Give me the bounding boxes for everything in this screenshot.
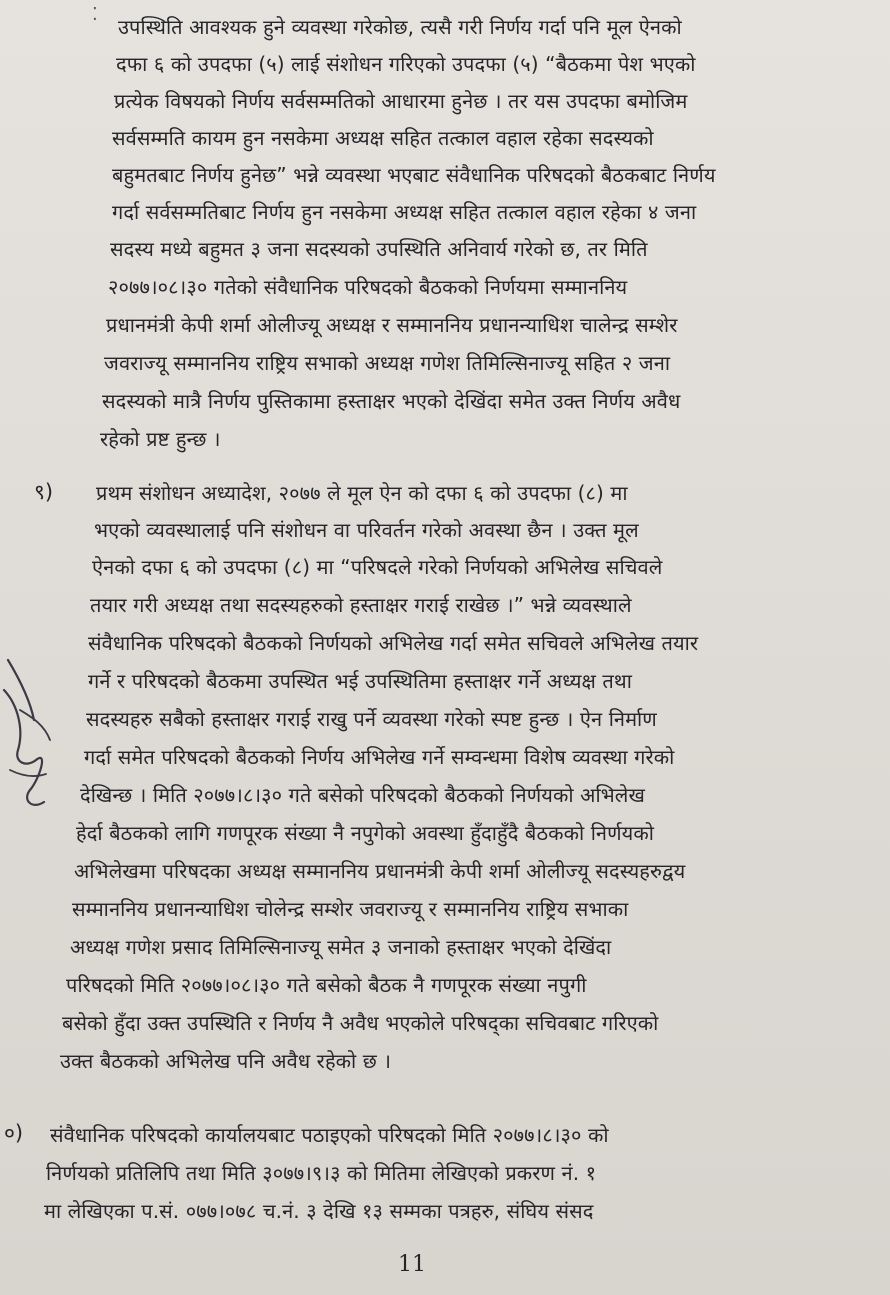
text-line: मा लेखिएका प.सं. ०७७।०७८ च.नं. ३ देखि १३ सम्मका पत्रहरु, संघिय संसद	[44, 1199, 594, 1223]
text-line: हेर्दा बैठकको लागि गणपूरक संख्या नै नपुगेको अवस्था हुँदाहुँदै बैठकको निर्णयको	[76, 821, 655, 845]
text-line: बसेको हुँदा उक्त उपस्थिति र निर्णय नै अवैध भएकोले परिषद्का सचिवबाट गरिएको	[62, 1011, 659, 1035]
text-line: संवैधानिक परिषदको कार्यालयबाट पठाइएको परिषदको मिति २०७७।८।३० को	[50, 1123, 609, 1147]
handwritten-margin-mark	[0, 650, 70, 820]
item-number-10: ०)	[4, 1121, 24, 1145]
text-line: भएको व्यवस्थालाई पनि संशोधन वा परिवर्तन गरेको अवस्था छैन । उक्त मूल	[94, 518, 639, 542]
text-line: सदस्यको मात्रै निर्णय पुस्तिकामा हस्ताक्षर भएको देखिंदा समेत उक्त निर्णय अवैध	[102, 389, 681, 413]
text-line: गर्ने र परिषदको बैठकमा उपस्थित भई उपस्थितिमा हस्ताक्षर गर्ने अध्यक्ष तथा	[88, 669, 632, 693]
item-number-9: ९)	[34, 480, 54, 504]
text-line: उपस्थिति आवश्यक हुने व्यवस्था गरेकोछ, त्यसै गरी निर्णय गर्दा पनि मूल ऐनको	[118, 15, 682, 39]
text-line: सम्माननिय प्रधानन्याधिश चोलेन्द्र सम्शेर जवराज्यू र सम्माननिय राष्ट्रिय सभाका	[72, 897, 629, 921]
text-line: संवैधानिक परिषदको बैठकको निर्णयको अभिलेख गर्दा समेत सचिवले अभिलेख तयार	[88, 631, 699, 655]
text-line: दफा ६ को उपदफा (५) लाई संशोधन गरिएको उपदफा (५) “बैठकमा पेश भएको	[116, 52, 696, 76]
text-line: उक्त बैठकको अभिलेख पनि अवैध रहेको छ ।	[60, 1049, 392, 1073]
text-line: देखिन्छ । मिति २०७७।८।३० गते बसेको परिषदको बैठकको निर्णयको अभिलेख	[80, 783, 645, 807]
text-line: सदस्य मध्ये बहुमत ३ जना सदस्यको उपस्थिति अनिवार्य गरेको छ, तर मिति	[110, 237, 648, 261]
text-line: गर्दा सर्वसम्मतिबाट निर्णय हुन नसकेमा अध्यक्ष सहित तत्काल वहाल रहेका ४ जना	[112, 200, 697, 224]
text-line: प्रत्येक विषयको निर्णय सर्वसम्मतिको आधारमा हुनेछ । तर यस उपदफा बमोजिम	[114, 89, 688, 113]
text-line: रहेको प्रष्ट हुन्छ ।	[100, 427, 221, 451]
page-number: 11	[398, 1252, 426, 1277]
text-line: जवराज्यू सम्माननिय राष्ट्रिय सभाको अध्यक्ष गणेश तिमिल्सिनाज्यू सहित २ जना	[104, 351, 671, 375]
text-line: प्रथम संशोधन अध्यादेश, २०७७ ले मूल ऐन को दफा ६ को उपदफा (८) मा	[96, 481, 628, 505]
text-line: प्रधानमंत्री केपी शर्मा ओलीज्यू अध्यक्ष र सम्माननिय प्रधानन्याधिश चालेन्द्र सम्शेर	[106, 313, 678, 337]
text-line: तयार गरी अध्यक्ष तथा सदस्यहरुको हस्ताक्षर गराई राखेछ ।” भन्ने व्यवस्थाले	[90, 593, 632, 617]
text-line: अभिलेखमा परिषदका अध्यक्ष सम्माननिय प्रधानमंत्री केपी शर्मा ओलीज्यू सदस्यहरुद्वय	[74, 859, 686, 883]
text-line: २०७७।०८।३० गतेको संवैधानिक परिषदको बैठकको निर्णयमा सम्माननिय	[108, 275, 628, 299]
text-line: बहुमतबाट निर्णय हुनेछ” भन्ने व्यवस्था भएबाट संवैधानिक परिषदको बैठकबाट निर्णय	[112, 163, 716, 187]
text-line: ऐनको दफा ६ को उपदफा (८) मा “परिषदले गरेको निर्णयको अभिलेख सचिवले	[92, 555, 663, 579]
text-line: अध्यक्ष गणेश प्रसाद तिमिल्सिनाज्यू समेत ३ जनाको हस्ताक्षर भएको देखिंदा	[70, 935, 612, 959]
text-line: परिषदको मिति २०७७।०८।३० गते बसेको बैठक नै गणपूरक संख्या नपुगी	[66, 973, 587, 997]
text-line: गर्दा समेत परिषदको बैठकको निर्णय अभिलेख गर्ने सम्वन्धमा विशेष व्यवस्था गरेको	[84, 745, 675, 769]
text-line: निर्णयको प्रतिलिपि तथा मिति ३०७७।९।३ को मितिमा लेखिएको प्रकरण नं. १	[46, 1161, 597, 1185]
margin-mark: ⁚	[92, 4, 98, 25]
text-line: सदस्यहरु सबैको हस्ताक्षर गराई राखु पर्ने व्यवस्था गरेको स्पष्ट हुन्छ । ऐन निर्माण	[86, 707, 657, 731]
text-line: सर्वसम्मति कायम हुन नसकेमा अध्यक्ष सहित तत्काल वहाल रहेका सदस्यको	[112, 126, 654, 150]
